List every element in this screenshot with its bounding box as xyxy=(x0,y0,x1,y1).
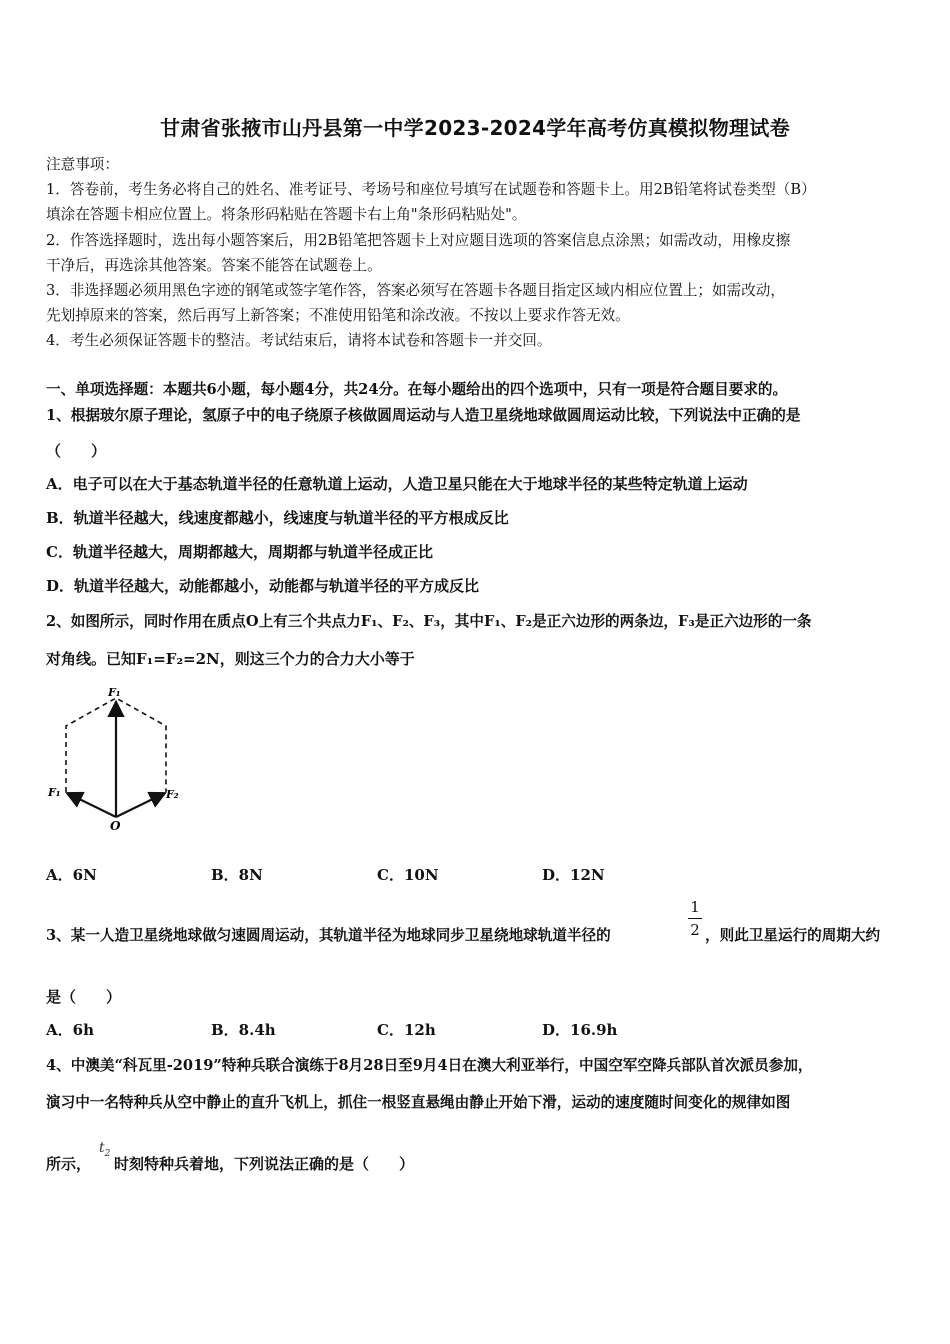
fraction-denominator: 2 xyxy=(690,921,700,939)
question-1-stem: 1、根据玻尔原子理论，氢原子中的电子绕原子核做圆周运动与人造卫星绕地球做圆周运动比较，下列说法中正确的是 xyxy=(46,407,801,424)
label-left: F₁ xyxy=(48,786,61,799)
fraction-numerator: 1 xyxy=(690,898,700,916)
notice-line: 3．非选择题必须用黑色字迹的钢笔或签字笔作答，答案必须写在答题卡各题目指定区域内相应位置上；如需改动， xyxy=(46,282,785,299)
question-4-line-2: 演习中一名特种兵从空中静止的直升飞机上，抓住一根竖直悬绳由静止开始下滑，运动的速度随时间变化的规律如图 xyxy=(46,1094,791,1111)
section-heading: 一、单项选择题：本题共6小题，每小题4分，共24分。在每小题给出的四个选项中，只有一项是符合题目要求的。 xyxy=(46,381,788,398)
question-2-option-a: A．6N xyxy=(46,866,97,884)
question-3-stem-2: 是（ ） xyxy=(46,988,122,1006)
question-4-line-1: 4、中澳美“科瓦里-2019”特种兵联合演练于8月28日至9月4日在澳大利亚举行，中国空军空降兵部队首次派员参加， xyxy=(46,1057,813,1074)
question-2-option-c: C．10N xyxy=(377,866,439,884)
question-1-option-c: C．轨道半径越大，周期都越大，周期都与轨道半径成正比 xyxy=(46,543,433,561)
question-2-option-b: B．8N xyxy=(211,866,263,884)
question-4-line-3a: 所示， xyxy=(46,1155,92,1173)
question-3-option-a: A．6h xyxy=(46,1021,94,1039)
notice-line: 先划掉原来的答案，然后再写上新答案；不准使用铅笔和涂改液。不按以上要求作答无效。 xyxy=(46,307,630,324)
notice-line: 填涂在答题卡相应位置上。将条形码粘贴在答题卡右上角"条形码粘贴处"。 xyxy=(46,206,527,223)
t2-symbol xyxy=(99,1140,110,1159)
t-subscript: 2 xyxy=(104,1148,111,1159)
fraction-bar xyxy=(688,918,702,919)
force-f2-arrow xyxy=(116,794,163,817)
fraction-one-half xyxy=(688,898,702,939)
question-3-stem-tail: ，则此卫星运行的周期大约 xyxy=(705,927,881,944)
notice-line: 4．考生必须保证答题卡的整洁。考试结束后，请将本试卷和答题卡一并交回。 xyxy=(46,332,552,349)
notice-line: 1．答卷前，考生务必将自己的姓名、准考证号、考场号和座位号填写在试题卷和答题卡上。用2B铅笔将试卷类型（B） xyxy=(46,181,816,198)
question-2-option-d: D．12N xyxy=(542,866,605,884)
question-1-option-a: A．电子可以在大于基态轨道半径的任意轨道上运动，人造卫星只能在大于地球半径的某些特定轨道上运动 xyxy=(46,475,748,493)
t-symbol: t xyxy=(99,1140,105,1156)
notice-heading: 注意事项： xyxy=(46,156,119,173)
label-right: F₂ xyxy=(166,788,179,801)
label-origin: O xyxy=(110,819,121,832)
force-hexagon-figure xyxy=(44,682,194,832)
question-1-option-d: D．轨道半径越大，动能都越小，动能都与轨道半径的平方成反比 xyxy=(46,577,480,595)
question-3-stem: 3、某一人造卫星绕地球做匀速圆周运动，其轨道半径为地球同步卫星绕地球轨道半径的 xyxy=(46,927,611,944)
page-title: 甘肃省张掖市山丹县第一中学2023-2024学年高考仿真模拟物理试卷 xyxy=(160,116,790,140)
question-2-stem: 2、如图所示，同时作用在质点O上有三个共点力F₁、F₂、F₃，其中F₁、F₂是正六边形的两条边，F₃是正六边形的一条 xyxy=(46,613,812,630)
question-3-option-b: B．8.4h xyxy=(211,1021,276,1039)
label-top: F₁ xyxy=(108,686,121,699)
question-2-stem-2: 对角线。已知F₁=F₂=2N，则这三个力的合力大小等于 xyxy=(46,650,415,668)
question-1-option-b: B．轨道半径越大，线速度都越小，线速度与轨道半径的平方根成反比 xyxy=(46,509,509,527)
question-3-option-c: C．12h xyxy=(377,1021,436,1039)
notice-line: 干净后，再选涂其他答案。答案不能答在试题卷上。 xyxy=(46,257,382,274)
force-f1-arrow xyxy=(69,794,116,817)
question-3-option-d: D．16.9h xyxy=(542,1021,618,1039)
question-1-paren: （ ） xyxy=(46,442,107,460)
notice-line: 2．作答选择题时，选出每小题答案后，用2B铅笔把答题卡上对应题目选项的答案信息点涂黑；如需改动，用橡皮擦 xyxy=(46,232,791,249)
question-4-line-3b: 时刻特种兵着地，下列说法正确的是（ ） xyxy=(114,1155,415,1173)
